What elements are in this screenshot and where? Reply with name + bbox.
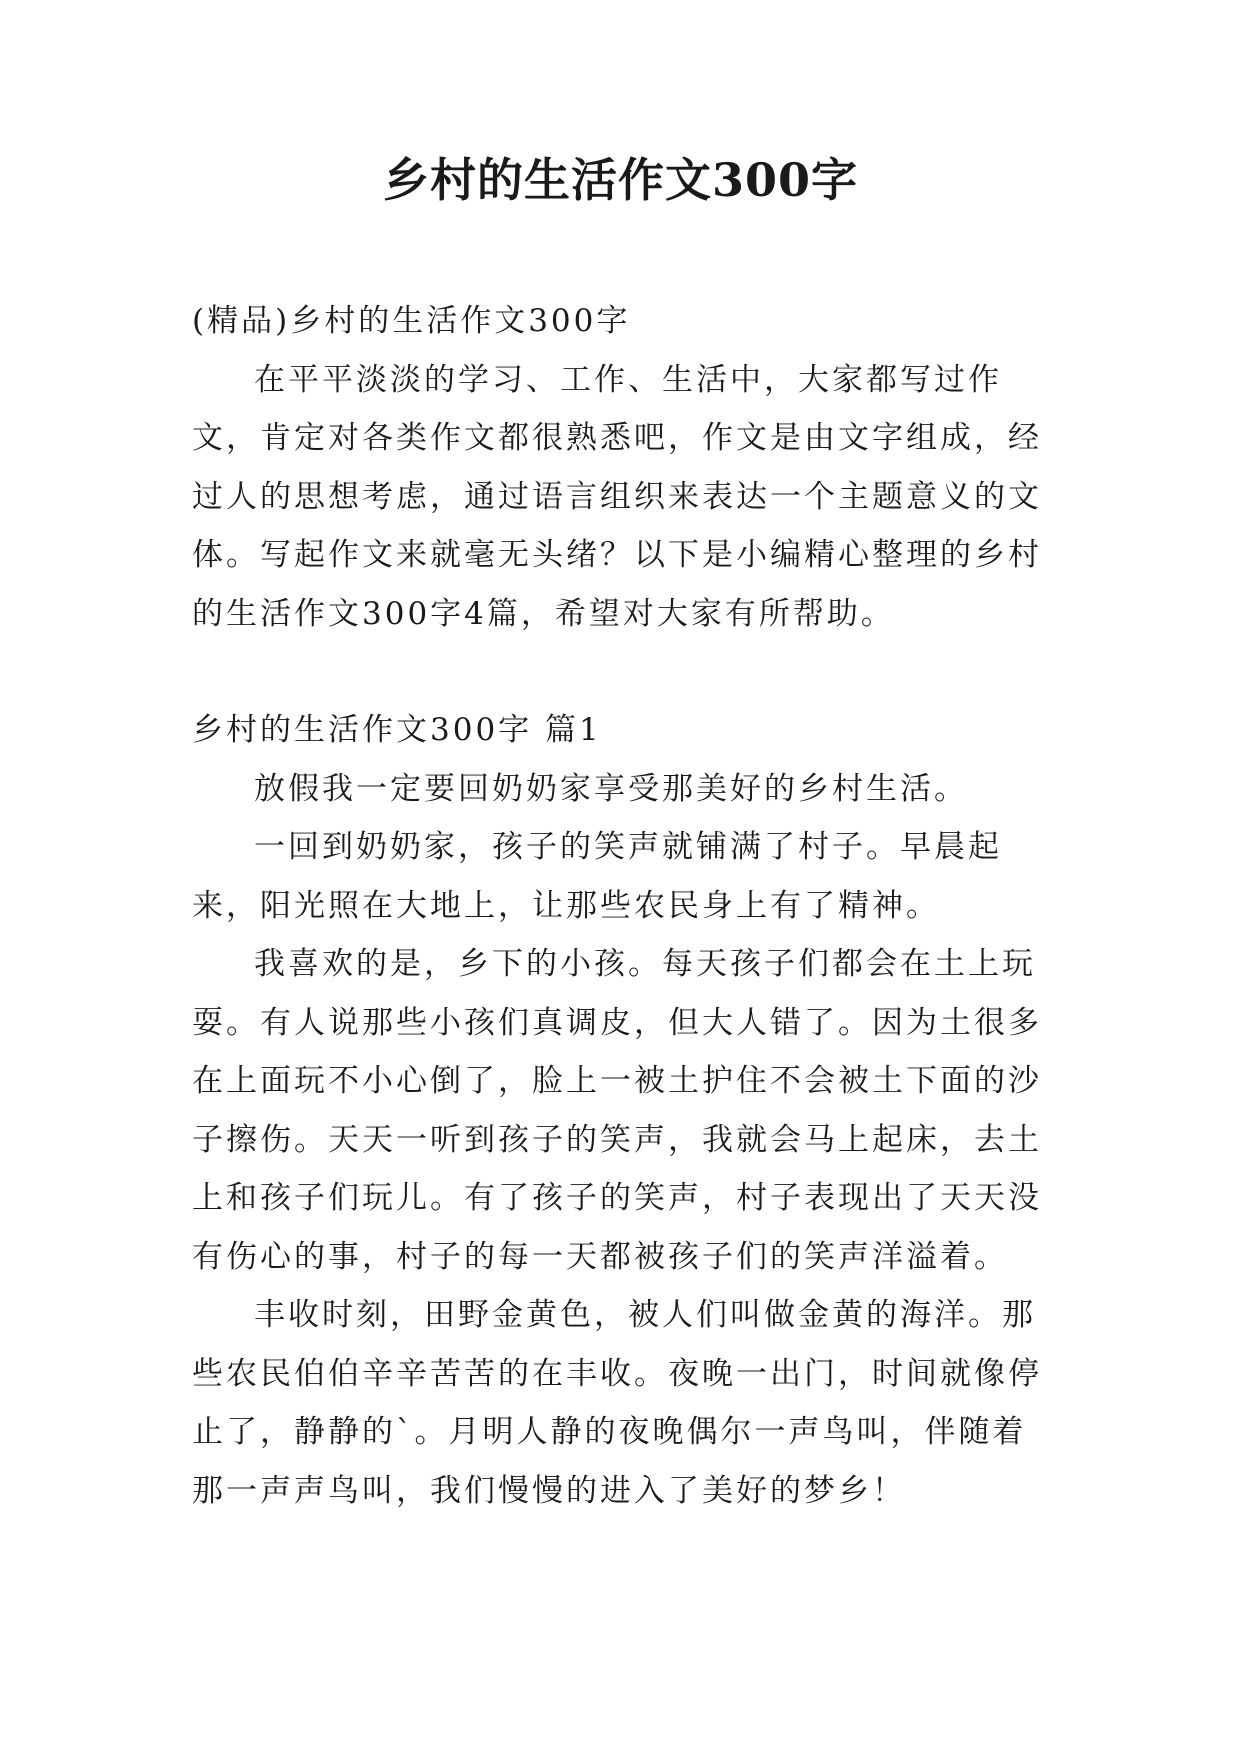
document-body bbox=[192, 292, 1052, 1520]
section-heading: 乡村的生活作文300字 篇1 bbox=[192, 712, 602, 748]
body-paragraph: 我喜欢的是，乡下的小孩。每天孩子们都会在土上玩耍。有人说那些小孩们真调皮，但大人错了。因为土很多在上面玩不小心倒了，脸上一被土护住不会被土下面的沙子擦伤。天天一听到孩子的笑声，我就会马上起床，去土上和孩子们玩儿。有了孩子的笑声，村子表现出了天天没有伤心的事，村子的每一天都被孩子们的笑声洋溢着。 bbox=[192, 946, 1042, 1275]
body-paragraph: 丰收时刻，田野金黄色，被人们叫做金黄的海洋。那些农民伯伯辛辛苦苦的在丰收。夜晚一出门，时间就像停止了，静静的`。月明人静的夜晚偶尔一声鸟叫，伴随着那一声声鸟叫，我们慢慢的进入了美好的梦乡！ bbox=[192, 1297, 1042, 1509]
document-title: 乡村的生活作文300字 bbox=[382, 153, 859, 207]
body-paragraph: 放假我一定要回奶奶家享受那美好的乡村生活。 bbox=[254, 770, 968, 807]
body-paragraph: 一回到奶奶家，孩子的笑声就铺满了村子。早晨起来，阳光照在大地上，让那些农民身上有了精神。 bbox=[192, 829, 1002, 924]
intro-paragraph: 在平平淡淡的学习、工作、生活中，大家都写过作文，肯定对各类作文都很熟悉吧，作文是由文字组成，经过人的思想考虑，通过语言组织来表达一个主题意义的文体。写起作文来就毫无头绪？以下是小编精心整理的乡村的生活作文300字4篇，希望对大家有所帮助。 bbox=[192, 361, 1042, 632]
document-subtitle: (精品)乡村的生活作文300字 bbox=[192, 303, 631, 339]
